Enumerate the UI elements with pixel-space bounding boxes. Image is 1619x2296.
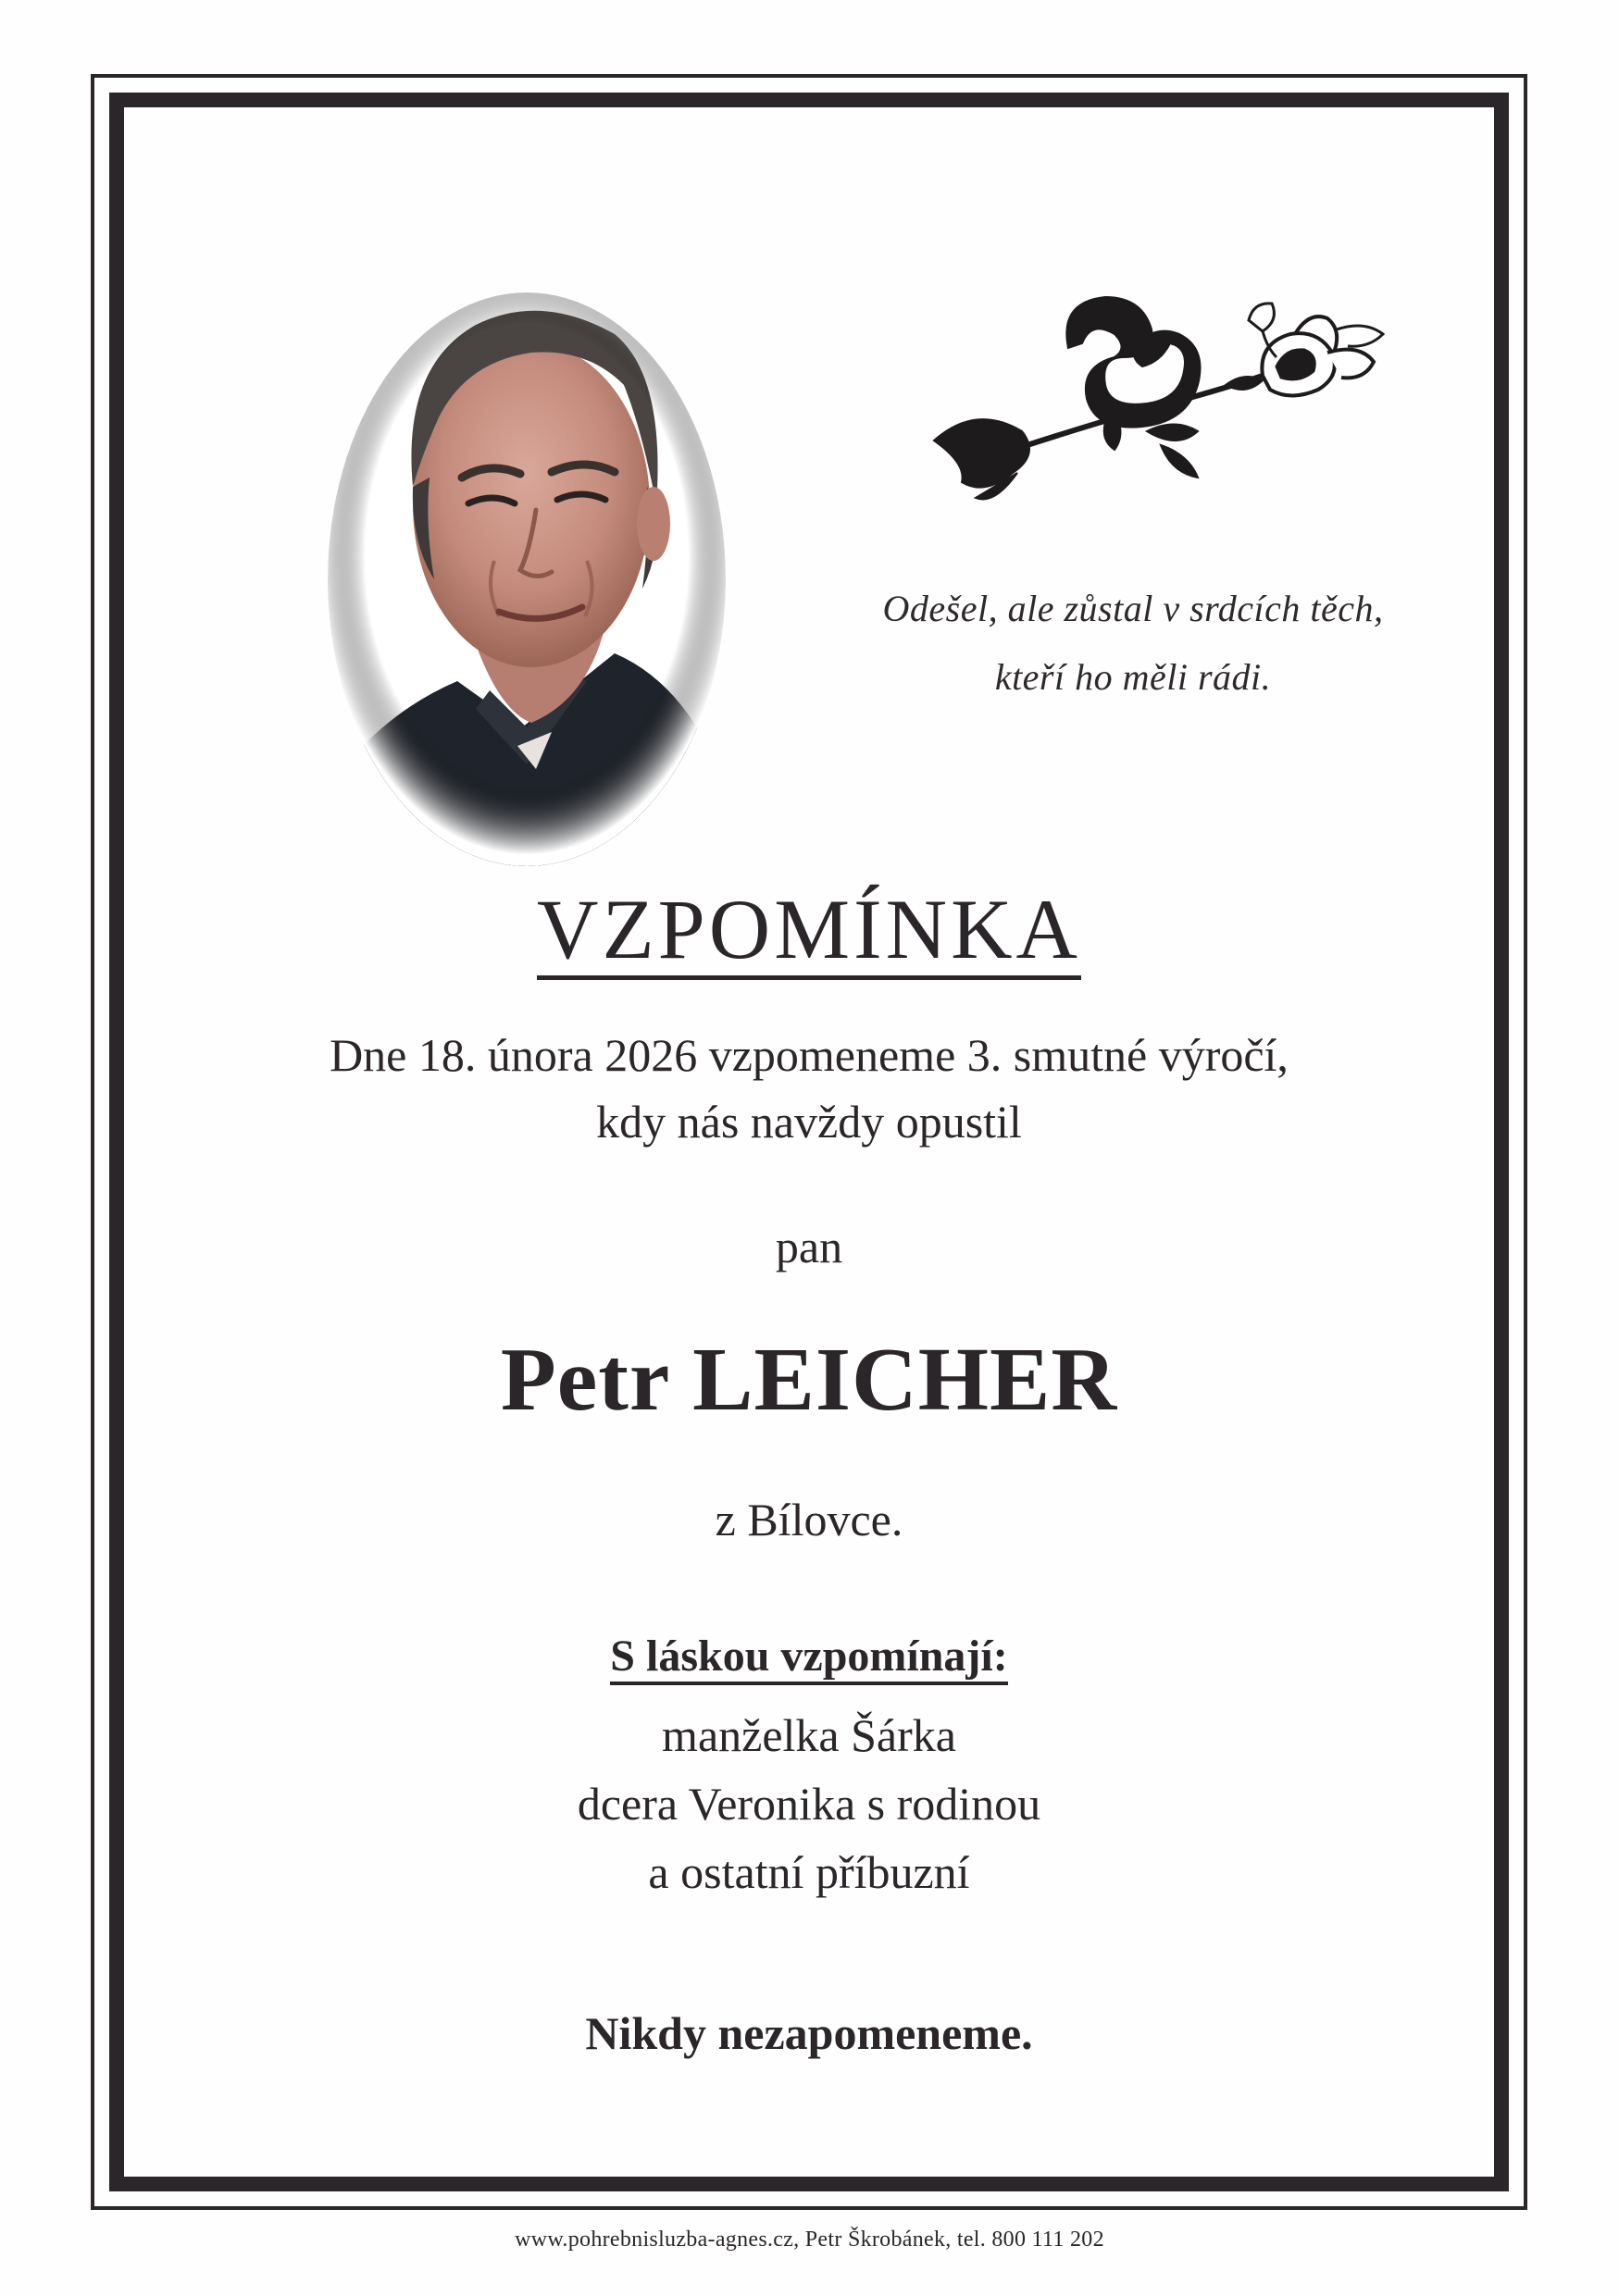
- notice-title: [124, 882, 1494, 980]
- mourner-line-3: a ostatní příbuzní: [648, 1846, 970, 1898]
- portrait-photo: [309, 246, 735, 875]
- mourner-line-1: manželka Šárka: [662, 1709, 956, 1761]
- intro-line-2: kdy nás navždy opustil: [596, 1096, 1022, 1148]
- anniversary-announcement: [124, 1022, 1494, 1155]
- motto-verse: [791, 575, 1476, 712]
- motto-line-1: Odešel, ale zůstal v srdcích těch,: [882, 588, 1384, 629]
- mourners-heading: [124, 1625, 1494, 1688]
- motto-line-2: kteří ho měli rádi.: [994, 656, 1272, 698]
- intro-line-1: Dne 18. února 2026 vzpomeneme 3. smutné výročí,: [330, 1029, 1289, 1081]
- funeral-service-footer: www.pohrebnisluzba-agnes.cz, Petr Škrobánek, tel. 800 111 202: [515, 2228, 1104, 2252]
- closing-phrase: Nikdy nezapomeneme.: [585, 2007, 1033, 2059]
- hometown: z Bílovce.: [715, 1494, 903, 1545]
- salutation: pan: [775, 1221, 843, 1272]
- notice-content: [124, 107, 1494, 2177]
- mourners-list: [124, 1701, 1494, 1906]
- mourner-line-2: dcera Veronika s rodinou: [577, 1778, 1041, 1830]
- title-text: VZPOMÍNKA: [537, 885, 1081, 980]
- deceased-name: Petr LEICHER: [500, 1330, 1118, 1430]
- mourners-heading-text: S láskou vzpomínají:: [610, 1632, 1007, 1685]
- rose-ornament-icon: [929, 292, 1401, 515]
